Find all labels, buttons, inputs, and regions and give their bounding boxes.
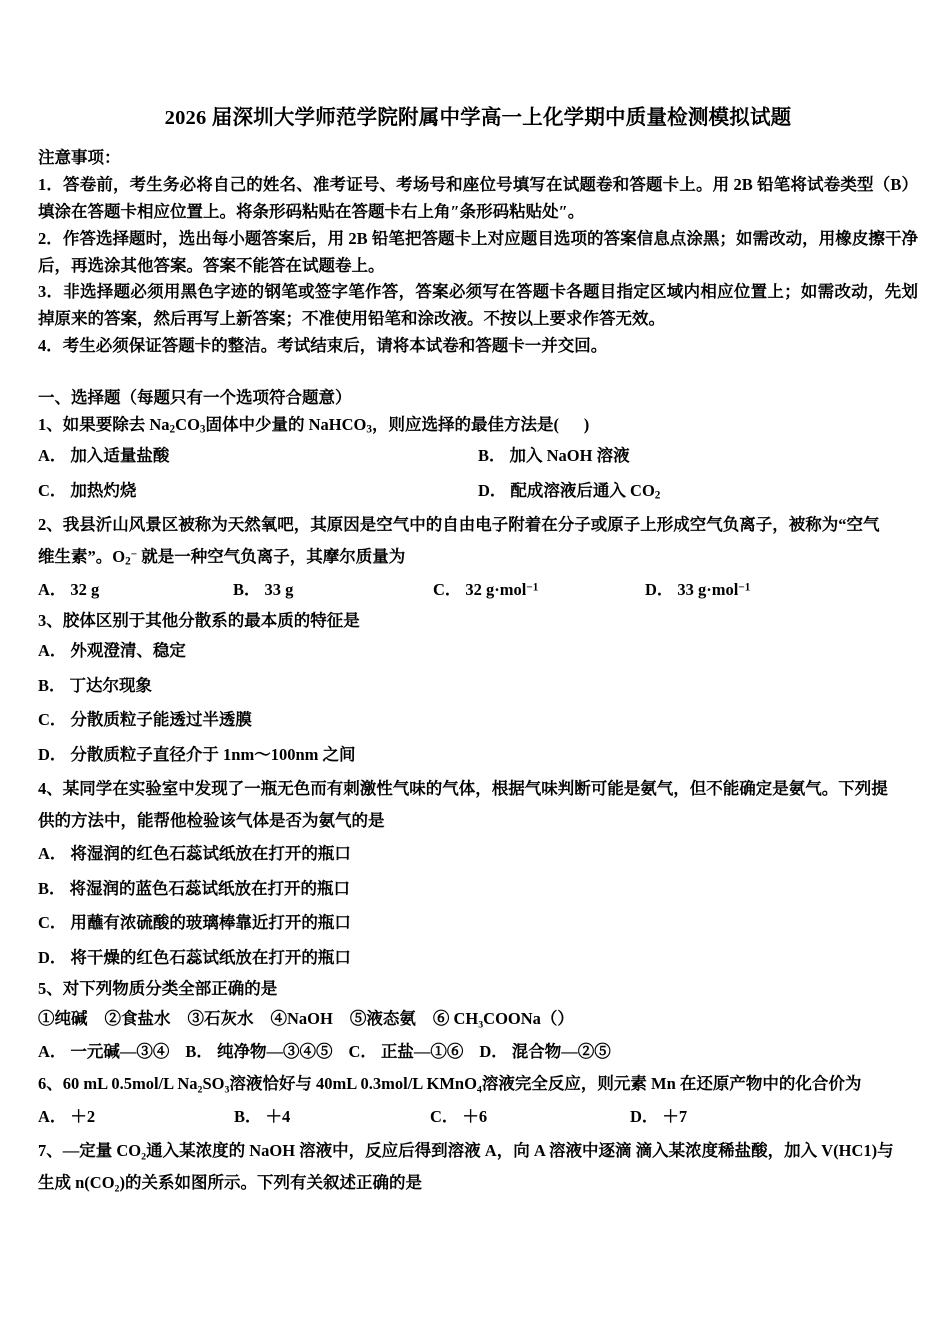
question-2-stem-line-2 — [38, 541, 918, 573]
question-1-option-c[interactable] — [38, 474, 478, 509]
option-label: B． — [38, 675, 66, 695]
question-2-option-c[interactable] — [433, 573, 645, 608]
option-label: A． — [38, 446, 67, 466]
option-label: A． — [38, 641, 67, 661]
option-text: 纯净物—③④⑤ — [216, 1042, 333, 1062]
question-4-option-a-row — [38, 837, 918, 872]
question-2-number: 2、 — [38, 514, 63, 534]
question-4-stem-text: 某同学在实验室中发现了一瓶无色而有刺激性气味的气体，根据气味判断可能是氨气，但不能确定是氨气。下列提 — [62, 778, 888, 798]
option-label: C． — [38, 481, 67, 501]
option-label: C． — [348, 1042, 377, 1062]
question-1-options-row-1 — [38, 439, 918, 474]
option-label: C． — [430, 1107, 459, 1127]
option-text: 加热灼烧 — [70, 481, 137, 501]
notice-item-1: 1．答卷前，考生务必将自己的姓名、准考证号、考场号和座位号填写在试题卷和答题卡上。用 2B 铅笔将试卷类型（B）填涂在答题卡相应位置上。将条形码粘贴在答题卡右上角″条形码粘贴处″。 — [38, 175, 918, 222]
question-2-formula-charge: − — [130, 548, 138, 561]
substance-item-6: ⑥ CH₃COONa（） — [432, 1009, 574, 1029]
option-superscript: −1 — [738, 581, 751, 594]
question-6-option-b[interactable] — [234, 1100, 430, 1135]
question-2-option-b[interactable] — [233, 573, 433, 608]
option-label: A． — [38, 1042, 67, 1062]
question-6-option-c[interactable] — [430, 1100, 630, 1135]
question-1-number: 1、 — [38, 414, 63, 434]
option-label: A． — [38, 844, 67, 864]
question-2-stem-pre: 维生素”。O — [38, 546, 126, 566]
option-text: 分散质粒子直径介于 1nm～100nm 之间 — [70, 745, 356, 765]
option-label: B． — [38, 878, 66, 898]
question-7-stem-text: —定量 CO₂通入某浓度的 NaOH 溶液中，反应后得到溶液 A，向 A 溶液中逐滴 滴入某浓度稀盐酸，加入 V(HC1)与 — [62, 1140, 894, 1160]
option-label: C． — [433, 580, 462, 600]
substance-item-5: ⑤液态氨 — [349, 1009, 416, 1029]
option-label: C． — [38, 913, 67, 933]
question-3-option-b[interactable] — [38, 669, 918, 704]
option-text: 混合物—②⑤ — [511, 1042, 611, 1062]
option-label: D． — [478, 481, 507, 501]
section-title-multiple-choice: 一、选择题（每题只有一个选项符合题意） — [38, 388, 352, 408]
option-label: D． — [38, 948, 67, 968]
option-label: A． — [38, 1107, 67, 1127]
question-5-option-b[interactable] — [185, 1042, 332, 1061]
question-1-option-a[interactable] — [38, 439, 478, 474]
option-label: C． — [38, 710, 67, 730]
option-text: 一元碱—③④ — [70, 1042, 170, 1062]
option-text: 32 g·mol — [465, 580, 527, 600]
option-text: 外观澄清、稳定 — [70, 641, 186, 661]
notice-item-4: 4．考生必须保证答题卡的整洁。考试结束后，请将本试卷和答题卡一并交回。 — [38, 335, 608, 355]
question-5-option-a[interactable] — [38, 1042, 169, 1061]
option-text: 配成溶液后通入 CO — [510, 481, 655, 501]
question-4-option-d-row — [38, 941, 918, 976]
question-3-stem-text: 胶体区别于其他分散系的最本质的特征是 — [62, 610, 360, 630]
question-3-number: 3、 — [38, 610, 63, 630]
notice-item-3: 3．非选择题必须用黑色字迹的钢笔或签字笔作答，答案必须写在答题卡各题目指定区域内相应位置上；如需改动，先划掉原来的答案，然后再写上新答案；不准使用铅笔和涂改液。不按以上要求作答无效。 — [38, 282, 918, 328]
question-7-number: 7、 — [38, 1140, 63, 1160]
substance-item-4: ④NaOH — [270, 1009, 333, 1029]
question-6-stem — [38, 1068, 918, 1100]
notice-heading: 注意事项： — [38, 147, 121, 167]
question-2-formula-subscript: 2 — [125, 555, 131, 568]
question-2-option-a[interactable] — [38, 573, 233, 608]
option-text: 33 g·mol — [677, 580, 739, 600]
option-text: 将湿润的红色石蕊试纸放在打开的瓶口 — [70, 844, 351, 864]
question-5-option-d[interactable] — [479, 1042, 610, 1061]
question-3-option-a[interactable] — [38, 634, 918, 669]
question-7-stem-line-1 — [38, 1135, 918, 1167]
question-4-option-d[interactable] — [38, 941, 918, 976]
question-4-number: 4、 — [38, 778, 63, 798]
substance-item-2: ②食盐水 — [104, 1009, 171, 1029]
page-title: 2026 届深圳大学师范学院附属中学高一上化学期中质量检测模拟试题 — [164, 107, 792, 129]
question-2-stem-text: 我县沂山风景区被称为天然氧吧，其原因是空气中的自由电子附着在分子或原子上形成空气负离子，被称为“空气 — [62, 514, 880, 534]
substance-item-3: ③石灰水 — [187, 1009, 254, 1029]
option-text: 加入适量盐酸 — [70, 446, 170, 466]
question-3-stem — [38, 608, 918, 634]
question-4-stem-line-1 — [38, 773, 918, 805]
substance-item-1: ①纯碱 — [38, 1009, 88, 1029]
option-text: ＋4 — [265, 1107, 291, 1127]
question-3-option-c[interactable] — [38, 703, 918, 738]
option-text: ＋2 — [70, 1107, 96, 1127]
option-label: B． — [233, 580, 261, 600]
question-4-option-b-row — [38, 872, 918, 907]
option-text: 加入 NaOH 溶液 — [509, 446, 630, 466]
option-text: 正盐—①⑥ — [380, 1042, 464, 1062]
question-6-option-a[interactable] — [38, 1100, 234, 1135]
question-4-stem-line-2: 供的方法中，能帮他检验该气体是否为氨气的是 — [38, 810, 385, 830]
option-text: 将干燥的红色石蕊试纸放在打开的瓶口 — [70, 948, 351, 968]
question-3-option-a-row — [38, 634, 918, 669]
question-6-options-row — [38, 1100, 918, 1135]
question-2-stem-line-1 — [38, 509, 918, 541]
option-text: 用蘸有浓硫酸的玻璃棒靠近打开的瓶口 — [70, 913, 351, 933]
option-text: 丁达尔现象 — [69, 675, 153, 695]
notice-item-2: 2．作答选择题时，选出每小题答案后，用 2B 铅笔把答题卡上对应题目选项的答案信息点涂黑；如需改动，用橡皮擦干净后，再选涂其他答案。答案不能答在试题卷上。 — [38, 228, 918, 275]
question-5-options-row — [38, 1035, 918, 1068]
option-text: 32 g — [70, 580, 100, 600]
option-label: B． — [478, 446, 506, 466]
question-4-option-c-row — [38, 906, 918, 941]
option-label: D． — [630, 1107, 659, 1127]
option-label: B． — [185, 1042, 213, 1062]
question-2-stem-post: 就是一种空气负离子，其摩尔质量为 — [137, 546, 406, 566]
question-5-stem-text: 对下列物质分类全部正确的是 — [62, 978, 278, 998]
question-3-option-b-row — [38, 669, 918, 704]
question-6-number: 6、 — [38, 1074, 63, 1094]
question-5-option-c[interactable] — [348, 1042, 463, 1061]
option-text: 将湿润的蓝色石蕊试纸放在打开的瓶口 — [69, 878, 351, 898]
question-6-stem-text: 60 mL 0.5mol/L Na₂SO₃溶液恰好与 40mL 0.3mol/L KMnO₄溶液完全反应，则元素 Mn 在还原产物中的化合价为 — [62, 1074, 862, 1094]
option-label: D． — [645, 580, 674, 600]
question-1-stem: 1、如果要除去 $Na_2CO_3$固体中少量的 NaHCO$_3$，则应选择的最佳方法是( ) — [38, 414, 590, 436]
option-label: A． — [38, 580, 67, 600]
option-label: D． — [38, 745, 67, 765]
question-5-substance-list — [38, 1002, 918, 1035]
question-5-stem — [38, 976, 918, 1002]
question-1-option-d[interactable] — [478, 474, 918, 509]
question-1-options-row-2 — [38, 474, 918, 509]
question-4-option-a[interactable] — [38, 837, 918, 872]
question-4-option-c[interactable] — [38, 906, 918, 941]
option-label: B． — [234, 1107, 262, 1127]
option-text: 33 g — [264, 580, 294, 600]
question-6-option-d[interactable] — [630, 1100, 687, 1135]
option-label: D． — [479, 1042, 508, 1062]
option-subscript: 2 — [654, 489, 661, 502]
question-4-option-b[interactable] — [38, 872, 918, 907]
option-superscript: −1 — [526, 581, 539, 594]
option-text: 分散质粒子能透过半透膜 — [70, 710, 252, 730]
question-3-option-d[interactable] — [38, 738, 918, 773]
question-7-stem-line-2: 生成 n(CO₂)的关系如图所示。下列有关叙述正确的是 — [38, 1173, 422, 1193]
option-text: ＋7 — [662, 1107, 688, 1127]
question-2-option-d[interactable] — [645, 573, 750, 608]
question-5-number: 5、 — [38, 978, 63, 998]
question-1-option-b[interactable] — [478, 439, 918, 474]
section-spacer — [38, 359, 918, 385]
question-2-options-row — [38, 573, 918, 608]
question-3-option-c-row — [38, 703, 918, 738]
question-3-option-d-row — [38, 738, 918, 773]
option-text: ＋6 — [462, 1107, 488, 1127]
